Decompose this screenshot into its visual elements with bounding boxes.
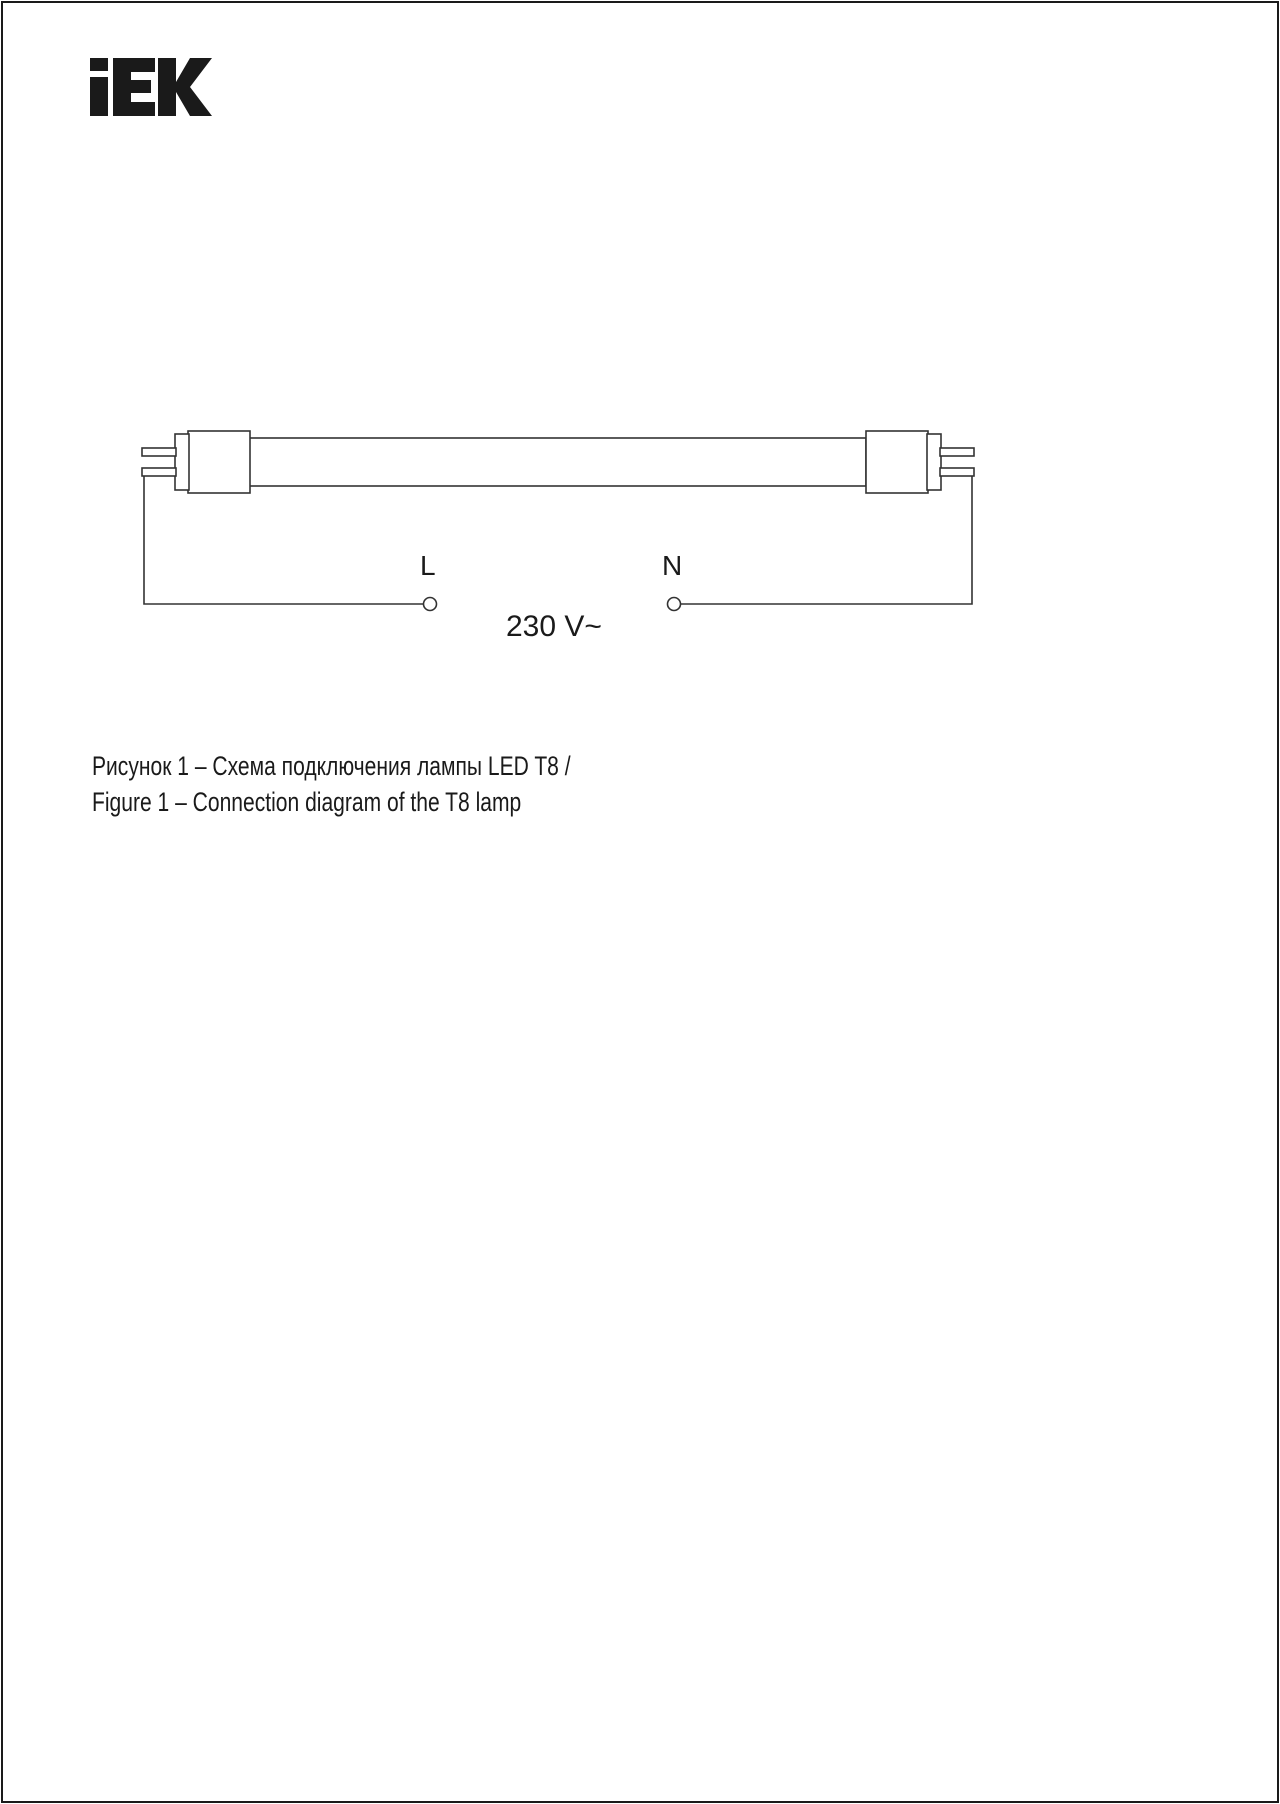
terminal-neutral <box>668 598 681 611</box>
terminal-line <box>424 598 437 611</box>
wire-neutral <box>680 476 972 604</box>
wire-line <box>144 476 424 604</box>
right-end-cap <box>866 431 928 493</box>
label-neutral: N <box>662 550 683 581</box>
left-end-cap <box>188 431 250 493</box>
right-pin-top <box>940 448 974 456</box>
caption-line-en: Figure 1 – Connection diagram of the T8 lamp <box>92 787 522 817</box>
label-line: L <box>420 550 436 581</box>
right-cap-collar <box>927 434 941 490</box>
left-cap-collar <box>175 434 189 490</box>
right-pin-bottom <box>940 468 974 476</box>
supply-voltage-label: 230 V~ <box>506 610 602 643</box>
figure-caption <box>92 748 571 820</box>
lamp-tube <box>249 438 866 486</box>
left-pin-top <box>142 448 176 456</box>
left-pin-bottom <box>142 468 176 476</box>
caption-line-ru: Рисунок 1 – Схема подключения лампы LED T8 / <box>92 751 571 781</box>
connection-diagram <box>0 0 1280 800</box>
